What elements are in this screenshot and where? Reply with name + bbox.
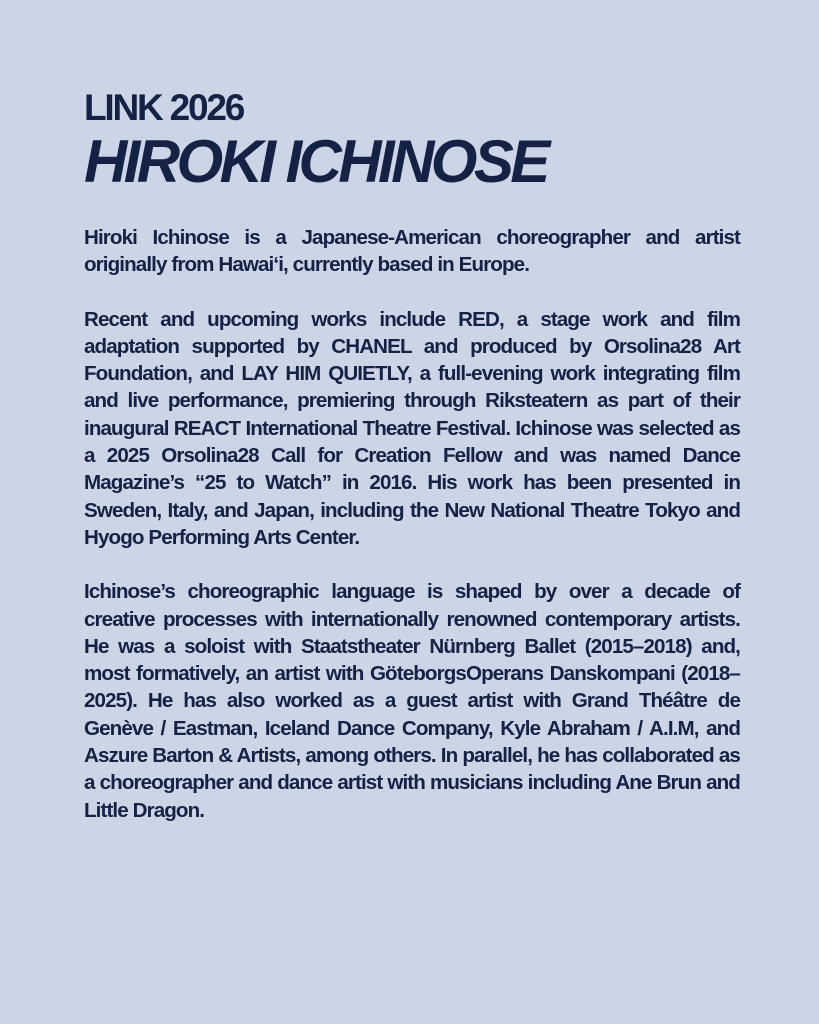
bio-paragraph-intro: Hiroki Ichinose is a Japanese-American choreographer and artist originally from Hawai‘i, currently based in Europe. — [84, 226, 740, 277]
artist-bio-card — [84, 86, 740, 824]
bio-paragraph-career: Ichinose’s choreographic language is shaped by over a decade of creative processes with internationally renowned contemporary artists. He was a soloist with Staatstheater Nürnberg Ballet (2015–2018) and, most formatively, an artist with GöteborgsOperans Danskompani (2018–2025). He has also worked as a guest artist with Grand Théâtre de Genève / Eastman, Iceland Dance Company, Kyle Abraham / A.I.M, and Aszure Barton & Artists, among others. In parallel, he has collaborated as a choreographer and dance artist with musicians including Ane Brun and Little Dragon. — [84, 580, 740, 822]
artist-name: HIROKI ICHINOSE — [84, 128, 547, 195]
bio-paragraph-works: Recent and upcoming works include RED, a stage work and film adaptation supported by CHANEL and produced by Orsolina28 Art Foundation, and LAY HIM QUIETLY, a full-evening work integrating film and live performance, premiering through Riksteatern as part of their inaugural REACT International Theatre Festival. Ichinose was selected as a 2025 Orsolina28 Call for Creation Fellow and was named Dance Magazine’s “25 to Watch” in 2016. His work has been presented in Sweden, Italy, and Japan, including the New National Theatre Tokyo and Hyogo Performing Arts Center. — [84, 307, 740, 549]
event-title: LINK 2026 — [84, 87, 244, 128]
bio-text — [84, 224, 740, 824]
